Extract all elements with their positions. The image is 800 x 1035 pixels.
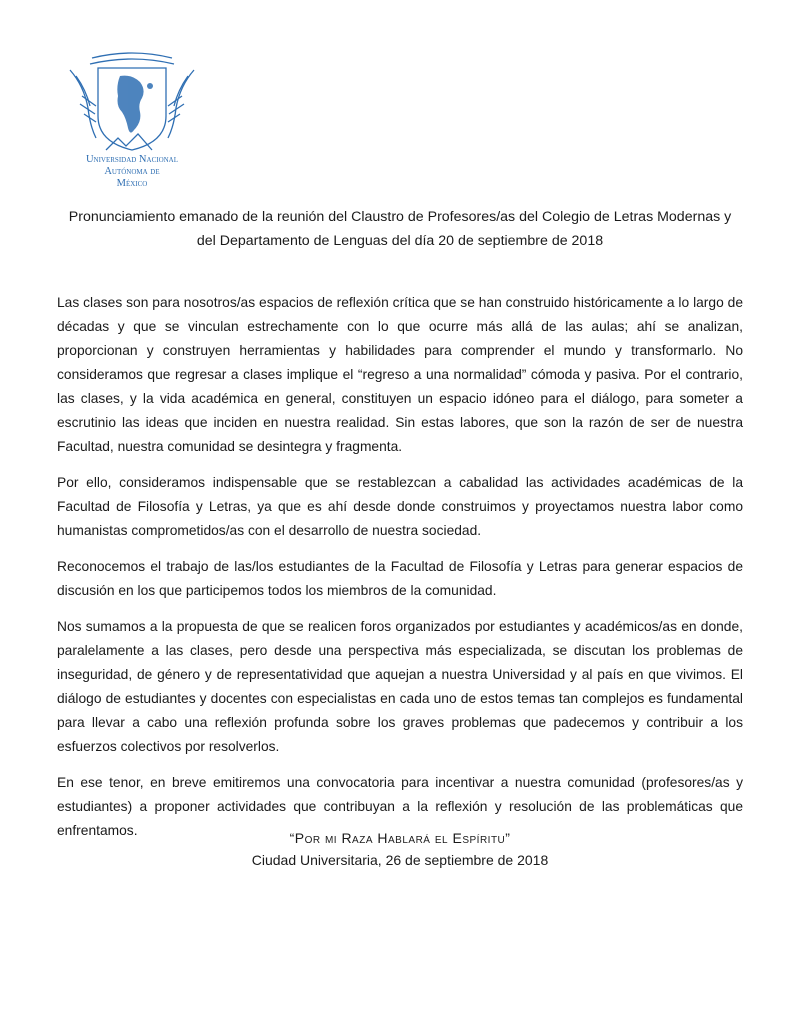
seal-text-line-2: Autónoma de: [104, 166, 160, 177]
seal-text-line-1: Universidad Nacional: [85, 154, 179, 165]
paragraph-3: Reconocemos el trabajo de las/los estudiantes de la Facultad de Filosofía y Letras para generar espacios de discusión en los que participemos todos los miembros de la comunidad.: [57, 559, 743, 598]
paragraph-4: Nos sumamos a la propuesta de que se realicen foros organizados por estudiantes y académicos/as en donde, paralelamente a las clases, pero desde una perspectiva más especializada, se discutan los problemas de inseguridad, de género y de representatividad que aquejan a nuestra Universidad y al país en que vivimos. El diálogo de estudiantes y docentes con especialistas en cada uno de estos temas tan complejos es fundamental para llevar a cabo una reflexión profunda sobre los graves problemas que padecemos y contribuir a los esfuerzos colectivos por resolverlos.: [57, 619, 743, 754]
title-line-2: del Departamento de Lenguas del día 20 de septiembre de 2018: [196, 233, 604, 249]
title-line-1: Pronunciamiento emanado de la reunión del Claustro de Profesores/as del Colegio de Letras Modernas y: [68, 209, 732, 225]
place-and-date: Ciudad Universitaria, 26 de septiembre de 2018: [251, 852, 549, 868]
university-motto: “Por mi Raza Hablará el Espíritu”: [289, 830, 511, 846]
document-title: [40, 205, 760, 253]
closing-block: [0, 827, 800, 871]
seal-text-line-3: México: [116, 178, 148, 189]
paragraph-2: Por ello, consideramos indispensable que se restablezcan a cabalidad las actividades académicas de la Facultad de Filosofía y Letras, ya que es ahí desde donde construimos y proyectamos nuestra labor como humanistas comprometidos/as con el desarrollo de nuestra sociedad.: [57, 475, 743, 538]
paragraph-1: Las clases son para nosotros/as espacios de reflexión crítica que se han construido históricamente a lo largo de décadas y que se vinculan estrechamente con lo que ocurre más allá de las aulas; ahí se analizan, proporcionan y construyen herramientas y habilidades para comprender el mundo y transformarlo. No consideramos que regresar a clases implique el “regreso a una normalidad” cómoda y pasiva. Por el contrario, las clases, y la vida académica en general, constituyen un espacio idóneo para el diálogo, para someter a escrutinio las ideas que inciden en nuestra realidad. Sin estas labores, que son la razón de ser de nuestra Facultad, nuestra comunidad se desintegra y fragmenta.: [57, 295, 743, 454]
unam-seal: [62, 46, 202, 196]
document-body: [57, 291, 743, 855]
paragraph-5: En ese tenor, en breve emitiremos una convocatoria para incentivar a nuestra comunidad (profesores/as y estudiantes) a proponer actividades que contribuyan a la reflexión y resolución de las problemáticas que enfrentamos.: [57, 775, 743, 838]
